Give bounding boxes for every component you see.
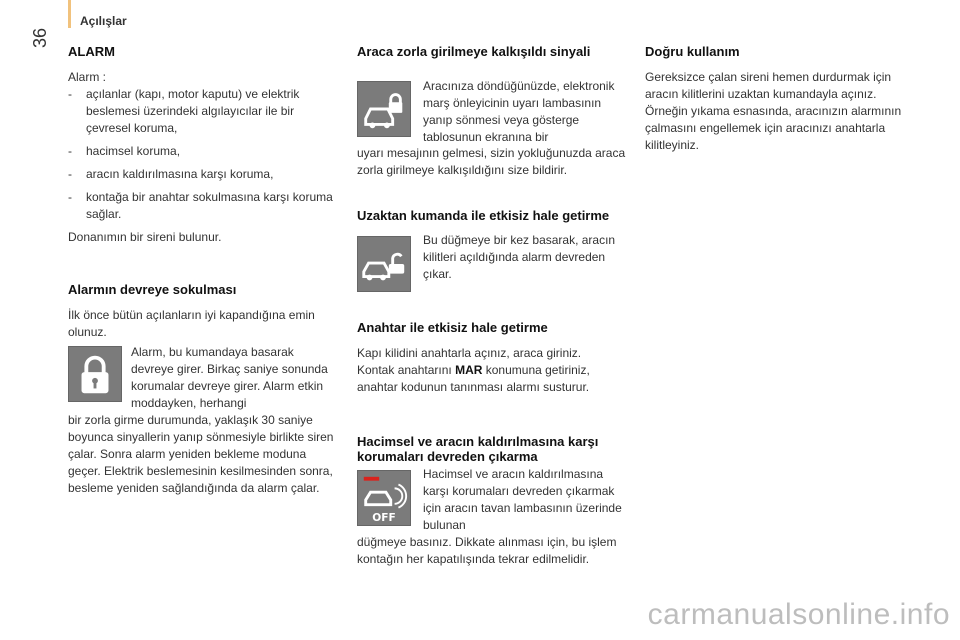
activate-text: İlk önce bütün açılanların iyi kapandığına emin olunuz. (68, 308, 315, 339)
alarm-title: ALARM (68, 44, 115, 59)
key-text-1: Kapı kilidini anahtarla açınız, araca giriniz. (357, 346, 582, 360)
key-text-2 (357, 362, 629, 396)
proper-use-text: Gereksizce çalan sireni hemen durdurmak için aracın kilitlerini uzaktan kumandayla açınız. Örneğin yıkama esnasında, aracınızın alarmının çalmasını engellemek için aracınızı anahtarla kilitleyiniz. (645, 70, 902, 152)
forced-entry-title-wrap (357, 44, 627, 59)
alarm-item: - açılanlar (kapı, motor kaputu) ve elektrik beslemesi üzerindeki algılayıcılar ile bir çevresel koruma, (68, 86, 338, 137)
watermark: carmanualsonline.info (647, 598, 950, 631)
volumetric-title-wrap (357, 434, 619, 464)
off-label: OFF (372, 512, 396, 525)
volumetric-beside-wrap (423, 466, 628, 534)
forced-entry-beside-wrap (423, 78, 628, 146)
lock-text-below-wrap (68, 412, 340, 497)
remote-text-wrap (423, 232, 628, 283)
car-unlock-remote-icon (357, 236, 411, 292)
forced-entry-beside: Aracınıza döndüğünüzde, elektronik marş önleyicinin uyarı lambasının yanıp sönmesi veya gösterge tablosunun ekranına bir (423, 79, 615, 144)
volumetric-off-icon (357, 470, 411, 526)
forced-entry-title: Araca zorla girilmeye kalkışıldı sinyali (357, 44, 591, 59)
alarm-item: - hacimsel koruma, (68, 143, 338, 160)
alarm-intro: Alarm : (68, 70, 107, 84)
lock-text-beside: Alarm, bu kumandaya basarak devreye girer. Birkaç saniye sonunda korumalar devreye girer. Alarm etkin moddayken, herhangi (131, 345, 328, 410)
key-section (357, 320, 629, 396)
forced-entry-below: uyarı mesajının gelmesi, sizin yokluğunuzda araca zorla girilmeye kalkışıldığını size bildirir. (357, 146, 626, 177)
key-text-2-post: konumuna getiriniz, anahtar kodunun tanınması alarmı susturur. (357, 363, 590, 394)
key-position-label: MAR (455, 363, 483, 377)
volumetric-title: Hacimsel ve aracın kaldırılmasına karşı korumaları devreden çıkarma (357, 434, 599, 464)
alarm-item: - aracın kaldırılmasına karşı koruma, (68, 166, 338, 183)
key-text-2-pre: Kontak anahtarını (357, 363, 452, 377)
section-header: Açılışlar (80, 14, 127, 28)
volumetric-beside: Hacimsel ve aracın kaldırılmasına karşı korumaları devreden çıkarmak için aracın tavan lambasının üzerinde bulunan (423, 467, 622, 532)
remote-text: Bu düğmeye bir kez basarak, aracın kilitleri açıldığında alarm devreden çıkar. (423, 233, 616, 281)
key-title: Anahtar ile etkisiz hale getirme (357, 320, 548, 335)
siren-note: Donanımın bir sireni bulunur. (68, 230, 222, 244)
activate-title: Alarmın devreye sokulması (68, 282, 237, 297)
remote-title-wrap (357, 208, 629, 223)
remote-title: Uzaktan kumanda ile etkisiz hale getirme (357, 208, 610, 223)
column-proper-use (645, 44, 910, 154)
page-number: 36 (30, 27, 50, 48)
volumetric-below-wrap (357, 534, 629, 568)
lock-text-beside-wrap (131, 344, 337, 412)
forced-entry-below-wrap (357, 145, 629, 179)
header-accent-bar (68, 0, 71, 28)
lock-icon (68, 346, 122, 402)
volumetric-below: düğmeye basınız. Dikkate alınması için, bu işlem kontağın her kapatılışında tekrar edilmelidir. (357, 535, 617, 566)
alarm-item: - kontağa bir anahtar sokulmasına karşı koruma sağlar. (68, 189, 338, 223)
car-lock-icon (357, 81, 411, 137)
lock-text-below: bir zorla girme durumunda, yaklaşık 30 saniye boyunca sinyallerin yanıp sönmesiyle birlikte siren çalar. Sonra alarm yeniden bekleme moduna geçer. Elektrik beslemesinin kesilmesinden sonra, besleme yeniden sağlandığında da alarm çalar. (68, 413, 334, 495)
column-alarm (68, 44, 338, 341)
proper-use-title: Doğru kullanım (645, 44, 740, 59)
